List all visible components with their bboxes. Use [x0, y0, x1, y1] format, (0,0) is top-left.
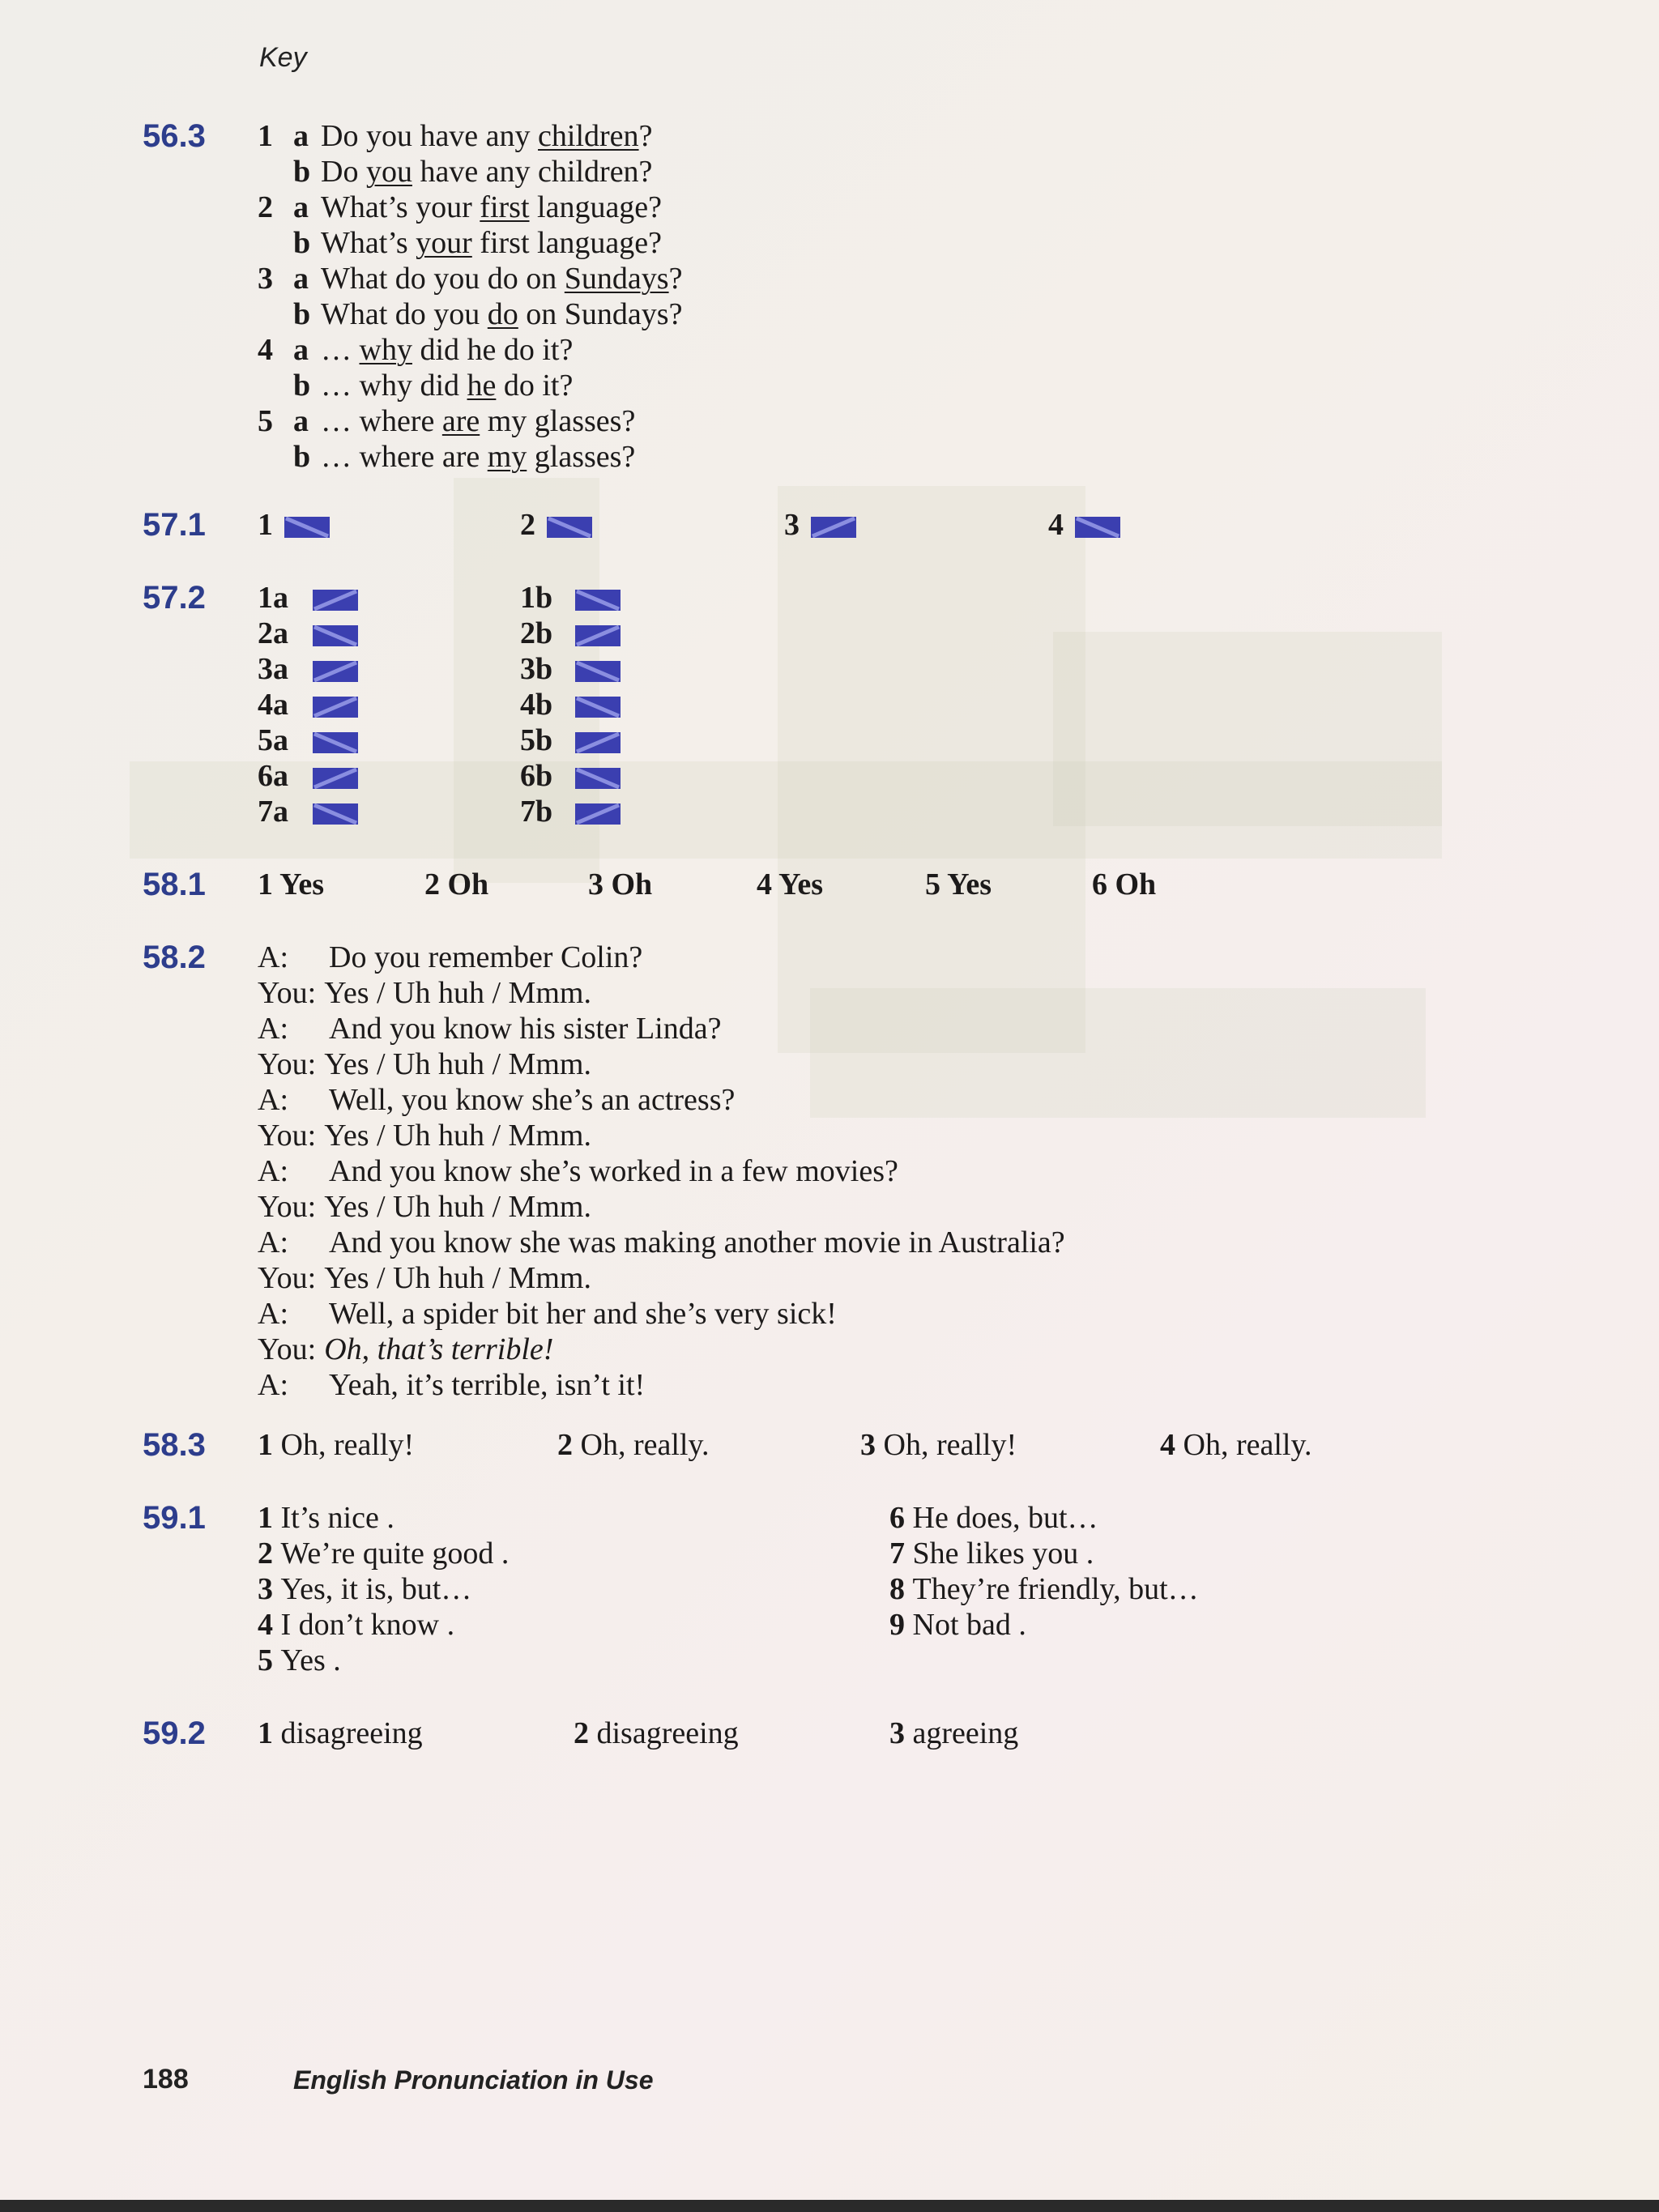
- exercise-number: 56.3: [143, 118, 206, 154]
- answer-text: do it?: [496, 369, 574, 403]
- stressed-word: Sundays: [564, 262, 669, 296]
- item-number: 2: [520, 508, 535, 542]
- answer-item: [889, 1536, 1094, 1571]
- answer-text: It’s nice .: [280, 1501, 394, 1535]
- rising-tone-arrow-icon: [313, 697, 358, 718]
- item-number: 4: [1048, 508, 1064, 542]
- answer-text: … why did: [321, 369, 467, 403]
- answer-item: [258, 1500, 394, 1536]
- rising-tone-arrow-icon: [313, 768, 358, 789]
- item-number: 3: [784, 508, 800, 542]
- answer-item: [860, 1427, 1017, 1463]
- item-letter: b: [293, 297, 311, 331]
- falling-tone-arrow-icon: [1075, 517, 1120, 538]
- falling-tone-arrow-icon: [313, 803, 358, 825]
- answer-text: Yes .: [280, 1643, 341, 1677]
- answer-text: ?: [668, 262, 683, 296]
- answer-item: [258, 1715, 423, 1751]
- answer-text: Yes: [947, 867, 992, 901]
- answer-item: [889, 1607, 1026, 1643]
- answer-text: She likes you .: [912, 1536, 1094, 1571]
- answer-item: [258, 1643, 341, 1678]
- answer-text: glasses?: [527, 440, 636, 474]
- answer-text: language?: [529, 190, 663, 224]
- falling-tone-arrow-icon: [575, 590, 621, 611]
- item-number: 1: [258, 1716, 281, 1750]
- answer-text: Yes, it is, but…: [280, 1572, 472, 1606]
- rising-tone-arrow-icon: [575, 803, 621, 825]
- tone-item: [258, 794, 358, 829]
- speaker-label: You:: [258, 1261, 317, 1295]
- answer-item: [258, 1427, 414, 1463]
- item-number: 9: [889, 1608, 913, 1642]
- answer-line: [258, 261, 682, 296]
- stressed-word: my: [487, 440, 527, 474]
- answer-text: Oh, really!: [280, 1428, 415, 1462]
- item-number: 3: [889, 1716, 913, 1750]
- item-number: 6: [1092, 867, 1115, 901]
- dialogue-line: [258, 1225, 1065, 1260]
- stressed-word: first: [480, 190, 530, 224]
- dialogue-line: [258, 1296, 837, 1332]
- answer-text: first language?: [471, 226, 663, 260]
- tone-item: [520, 616, 621, 651]
- answer-text: on Sundays?: [518, 297, 683, 331]
- item-letter: a: [293, 404, 309, 438]
- item-number: 1: [258, 508, 273, 542]
- item-letter: a: [293, 190, 309, 224]
- answer-text: agreeing: [912, 1716, 1019, 1750]
- item-number: 8: [889, 1572, 913, 1606]
- stressed-word: why: [359, 333, 412, 367]
- answer-item: [1160, 1427, 1311, 1463]
- stressed-word: are: [441, 404, 480, 438]
- dialogue-text: Do you remember Colin?: [329, 940, 643, 974]
- item-number: 3a: [258, 652, 288, 686]
- falling-tone-arrow-icon: [575, 697, 621, 718]
- falling-tone-arrow-icon: [575, 661, 621, 682]
- exercise-number: 57.1: [143, 507, 206, 543]
- answer-item: [258, 1571, 471, 1607]
- answer-text: disagreeing: [596, 1716, 739, 1750]
- answer-text: my glasses?: [480, 404, 636, 438]
- item-letter: a: [293, 333, 309, 367]
- answer-line: [258, 368, 573, 403]
- item-letter: b: [293, 226, 311, 260]
- exercise-number: 59.2: [143, 1715, 206, 1751]
- item-number: 2a: [258, 616, 288, 650]
- answer-line: [258, 439, 635, 475]
- item-number: 4: [258, 1608, 281, 1642]
- dialogue-line: [258, 1260, 591, 1296]
- answer-text: Yes: [279, 867, 324, 901]
- tone-item: [520, 722, 621, 758]
- answer-item: [258, 867, 324, 902]
- answer-text: We’re quite good .: [280, 1536, 510, 1571]
- answer-text: Not bad .: [912, 1608, 1026, 1642]
- stressed-word: your: [416, 226, 472, 260]
- dialogue-text: Yes / Uh huh / Mmm.: [324, 976, 591, 1010]
- item-number: 1a: [258, 581, 288, 615]
- rising-tone-arrow-icon: [313, 590, 358, 611]
- falling-tone-arrow-icon: [575, 768, 621, 789]
- answer-line: [258, 154, 652, 190]
- item-number: 1: [258, 1428, 281, 1462]
- speaker-label: A:: [258, 1012, 288, 1046]
- dialogue-text: And you know she’s worked in a few movies?: [329, 1154, 898, 1188]
- dialogue-line: [258, 1367, 645, 1403]
- answer-text: have any children?: [412, 155, 653, 189]
- dialogue-text: Yes / Uh huh / Mmm.: [324, 1047, 591, 1081]
- answer-text: Do you have any: [321, 119, 539, 153]
- answer-item: [757, 867, 823, 902]
- answer-item: [1092, 867, 1156, 902]
- background-bleed-block: [778, 486, 1085, 1053]
- tone-item: [520, 794, 621, 829]
- rising-tone-arrow-icon: [313, 661, 358, 682]
- rising-tone-arrow-icon: [575, 732, 621, 753]
- answer-item: [557, 1427, 709, 1463]
- tone-item: [520, 687, 621, 722]
- item-number: 2: [557, 1428, 581, 1462]
- tone-item: [258, 651, 358, 687]
- background-bleed-block: [810, 988, 1426, 1118]
- item-number: 5: [925, 867, 948, 901]
- answer-text: Oh, really!: [883, 1428, 1017, 1462]
- answer-text: Oh, really.: [1183, 1428, 1312, 1462]
- exercise-number: 58.3: [143, 1427, 206, 1463]
- rising-tone-arrow-icon: [811, 517, 856, 538]
- tone-item: [258, 580, 358, 616]
- item-number: 5a: [258, 723, 288, 757]
- speaker-label: You:: [258, 976, 317, 1010]
- dialogue-text: Yes / Uh huh / Mmm.: [324, 1261, 591, 1295]
- item-number: 1: [258, 1501, 281, 1535]
- falling-tone-arrow-icon: [313, 732, 358, 753]
- dialogue-line: [258, 1189, 591, 1225]
- speaker-label: You:: [258, 1047, 317, 1081]
- item-number: 7a: [258, 795, 288, 829]
- speaker-label: You:: [258, 1332, 317, 1366]
- page-edge-shadow: [0, 2200, 1659, 2212]
- answer-item: [889, 1715, 1018, 1751]
- item-number: 7b: [520, 795, 553, 829]
- stressed-word: children: [538, 119, 639, 153]
- dialogue-text: And you know his sister Linda?: [329, 1012, 722, 1046]
- answer-item: [258, 1607, 454, 1643]
- running-header-key: Key: [259, 42, 307, 73]
- dialogue-line: [258, 1332, 553, 1367]
- speaker-label: A:: [258, 1297, 288, 1331]
- speaker-label: A:: [258, 1368, 288, 1402]
- item-number: 6b: [520, 759, 553, 793]
- item-letter: b: [293, 369, 311, 403]
- stressed-word: do: [487, 297, 518, 331]
- book-title: English Pronunciation in Use: [293, 2065, 654, 2095]
- speaker-label: A:: [258, 1225, 288, 1259]
- dialogue-text: Yes / Uh huh / Mmm.: [324, 1190, 591, 1224]
- answer-item: [588, 867, 652, 902]
- answer-item: [424, 867, 488, 902]
- item-number: 4: [1160, 1428, 1183, 1462]
- item-number: 2: [258, 190, 273, 224]
- answer-text: What do you: [321, 297, 488, 331]
- answer-line: [258, 225, 662, 261]
- item-number: 1b: [520, 581, 553, 615]
- item-number: 2b: [520, 616, 553, 650]
- item-number: 5b: [520, 723, 553, 757]
- answer-text: ?: [638, 119, 653, 153]
- stressed-word: he: [467, 369, 497, 403]
- answer-item: [925, 867, 992, 902]
- dialogue-line: [258, 1153, 898, 1189]
- answer-text: I don’t know .: [280, 1608, 455, 1642]
- dialogue-text: Well, a spider bit her and she’s very sick!: [329, 1297, 837, 1331]
- tone-item: [520, 580, 621, 616]
- tone-item: [1048, 507, 1120, 543]
- tone-item: [258, 687, 358, 722]
- item-number: 2: [574, 1716, 597, 1750]
- answer-text: Oh, really.: [580, 1428, 710, 1462]
- answer-line: [258, 332, 573, 368]
- dialogue-line: [258, 1118, 591, 1153]
- answer-text: He does, but…: [912, 1501, 1098, 1535]
- item-number: 6a: [258, 759, 288, 793]
- item-number: 4b: [520, 688, 553, 722]
- tone-item: [520, 651, 621, 687]
- item-number: 3: [588, 867, 612, 901]
- dialogue-text: And you know she was making another movie in Australia?: [329, 1225, 1065, 1259]
- item-number: 3: [258, 262, 273, 296]
- answer-text: Yes: [778, 867, 823, 901]
- item-number: 2: [258, 1536, 281, 1571]
- item-number: 5: [258, 404, 273, 438]
- speaker-label: A:: [258, 1083, 288, 1117]
- background-bleed-block: [1053, 632, 1442, 826]
- item-number: 2: [424, 867, 448, 901]
- answer-line: [258, 403, 635, 439]
- dialogue-text: Oh, that’s terrible!: [324, 1332, 554, 1366]
- answer-text: What’s: [321, 226, 416, 260]
- answer-text: What do you do on: [321, 262, 565, 296]
- item-letter: b: [293, 155, 311, 189]
- item-number: 4: [757, 867, 779, 901]
- answer-text: What’s your: [321, 190, 480, 224]
- item-number: 3: [258, 1572, 281, 1606]
- answer-text: Oh: [611, 867, 653, 901]
- exercise-number: 57.2: [143, 580, 206, 616]
- rising-tone-arrow-icon: [575, 625, 621, 646]
- answer-text: Oh: [447, 867, 489, 901]
- dialogue-text: Well, you know she’s an actress?: [329, 1083, 736, 1117]
- stressed-word: you: [365, 155, 412, 189]
- exercise-number: 59.1: [143, 1500, 206, 1536]
- tone-item: [520, 758, 621, 794]
- item-number: 4a: [258, 688, 288, 722]
- item-number: 4: [258, 333, 273, 367]
- falling-tone-arrow-icon: [313, 625, 358, 646]
- item-number: 6: [889, 1501, 913, 1535]
- tone-item: [258, 507, 330, 543]
- answer-text: Do: [321, 155, 366, 189]
- answer-text: They’re friendly, but…: [912, 1572, 1199, 1606]
- dialogue-line: [258, 975, 591, 1011]
- tone-item: [258, 722, 358, 758]
- answer-text: Oh: [1115, 867, 1157, 901]
- answer-text: disagreeing: [280, 1716, 423, 1750]
- dialogue-line: [258, 1011, 721, 1046]
- page-number: 188: [143, 2064, 189, 2095]
- item-letter: b: [293, 440, 311, 474]
- answer-line: [258, 296, 682, 332]
- item-number: 3: [860, 1428, 884, 1462]
- answer-text: … where: [321, 404, 442, 438]
- dialogue-line: [258, 1082, 735, 1118]
- item-number: 5: [258, 1643, 281, 1677]
- answer-text: …: [321, 333, 360, 367]
- exercise-number: 58.2: [143, 940, 206, 975]
- dialogue-text: Yeah, it’s terrible, isn’t it!: [329, 1368, 646, 1402]
- item-letter: a: [293, 119, 309, 153]
- answer-line: [258, 190, 662, 225]
- dialogue-line: [258, 940, 642, 975]
- item-number: 7: [889, 1536, 913, 1571]
- answer-item: [574, 1715, 739, 1751]
- tone-item: [258, 758, 358, 794]
- item-number: 1: [258, 119, 273, 153]
- answer-item: [258, 1536, 509, 1571]
- tone-item: [520, 507, 592, 543]
- tone-item: [258, 616, 358, 651]
- speaker-label: A:: [258, 1154, 288, 1188]
- speaker-label: A:: [258, 940, 288, 974]
- answer-text: … where are: [321, 440, 488, 474]
- answer-line: [258, 118, 652, 154]
- speaker-label: You:: [258, 1190, 317, 1224]
- item-number: 1: [258, 867, 280, 901]
- falling-tone-arrow-icon: [284, 517, 330, 538]
- dialogue-line: [258, 1046, 591, 1082]
- falling-tone-arrow-icon: [547, 517, 592, 538]
- item-letter: a: [293, 262, 309, 296]
- tone-item: [784, 507, 856, 543]
- item-number: 3b: [520, 652, 553, 686]
- answer-text: did he do it?: [412, 333, 574, 367]
- speaker-label: You:: [258, 1119, 317, 1153]
- dialogue-text: Yes / Uh huh / Mmm.: [324, 1119, 591, 1153]
- answer-item: [889, 1500, 1098, 1536]
- exercise-number: 58.1: [143, 867, 206, 902]
- answer-item: [889, 1571, 1199, 1607]
